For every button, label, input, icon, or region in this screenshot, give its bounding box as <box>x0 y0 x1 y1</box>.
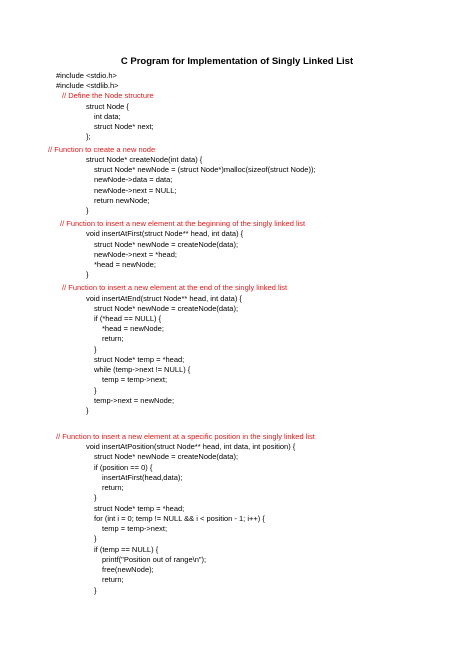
code-line: if (position == 0) { <box>94 463 153 472</box>
code-line: } <box>86 270 89 279</box>
code-line: return newNode; <box>94 196 150 205</box>
code-line: temp->next = newNode; <box>94 396 175 405</box>
code-line: struct Node* newNode = createNode(data); <box>94 240 239 249</box>
code-line: struct Node* newNode = createNode(data); <box>94 452 239 461</box>
code-comment-line: // Function to insert a new element at the end of the singly linked list <box>62 283 288 292</box>
code-line: struct Node { <box>86 102 129 111</box>
code-line: return; <box>102 575 124 584</box>
code-line: #include <stdio.h> <box>56 71 117 80</box>
code-line: struct Node* temp = *head; <box>94 355 185 364</box>
code-line: temp = temp->next; <box>102 524 168 533</box>
code-line: } <box>94 534 97 543</box>
code-line: #include <stdlib.h> <box>56 81 119 90</box>
code-line: int data; <box>94 112 121 121</box>
code-line: if (temp == NULL) { <box>94 545 159 554</box>
code-line: return; <box>102 483 124 492</box>
code-line: } <box>94 345 97 354</box>
code-line: while (temp->next != NULL) { <box>94 365 191 374</box>
code-line: struct Node* temp = *head; <box>94 504 185 513</box>
code-line: } <box>94 586 97 595</box>
code-line: } <box>86 206 89 215</box>
code-line: void insertAtEnd(struct Node** head, int data) { <box>86 294 242 303</box>
code-line: newNode->next = NULL; <box>94 186 177 195</box>
code-line: newNode->data = data; <box>94 175 173 184</box>
code-line: free(newNode); <box>102 565 154 574</box>
code-line: *head = newNode; <box>102 324 164 333</box>
code-line: void insertAtPosition(struct Node** head, int data, int position) { <box>86 442 296 451</box>
code-line: } <box>86 406 89 415</box>
code-line: struct Node* createNode(int data) { <box>86 155 203 164</box>
code-line: } <box>94 493 97 502</box>
code-comment-line: // Function to insert a new element at a specific position in the singly linked list <box>56 432 315 441</box>
code-line: return; <box>102 334 124 343</box>
code-line: struct Node* next; <box>94 122 154 131</box>
code-line: temp = temp->next; <box>102 375 168 384</box>
code-comment-line: // Define the Node structure <box>62 91 154 100</box>
code-line: newNode->next = *head; <box>94 250 177 259</box>
code-line: } <box>94 386 97 395</box>
code-line: }; <box>86 132 91 141</box>
code-line: struct Node* newNode = (struct Node*)malloc(sizeof(struct Node)); <box>94 165 316 174</box>
code-line: printf("Position out of range\n"); <box>102 555 207 564</box>
code-line: if (*head == NULL) { <box>94 314 162 323</box>
document-title: C Program for Implementation of Singly Linked List <box>120 56 354 67</box>
code-line: for (int i = 0; temp != NULL && i < position - 1; i++) { <box>94 514 265 523</box>
code-line: insertAtFirst(head,data); <box>102 473 183 482</box>
code-line: void insertAtFirst(struct Node** head, int data) { <box>86 229 244 238</box>
code-line: *head = newNode; <box>94 260 156 269</box>
code-comment-line: // Function to insert a new element at the beginning of the singly linked list <box>60 219 306 228</box>
code-comment-line: // Function to create a new node <box>48 145 156 154</box>
code-line: struct Node* newNode = createNode(data); <box>94 304 239 313</box>
